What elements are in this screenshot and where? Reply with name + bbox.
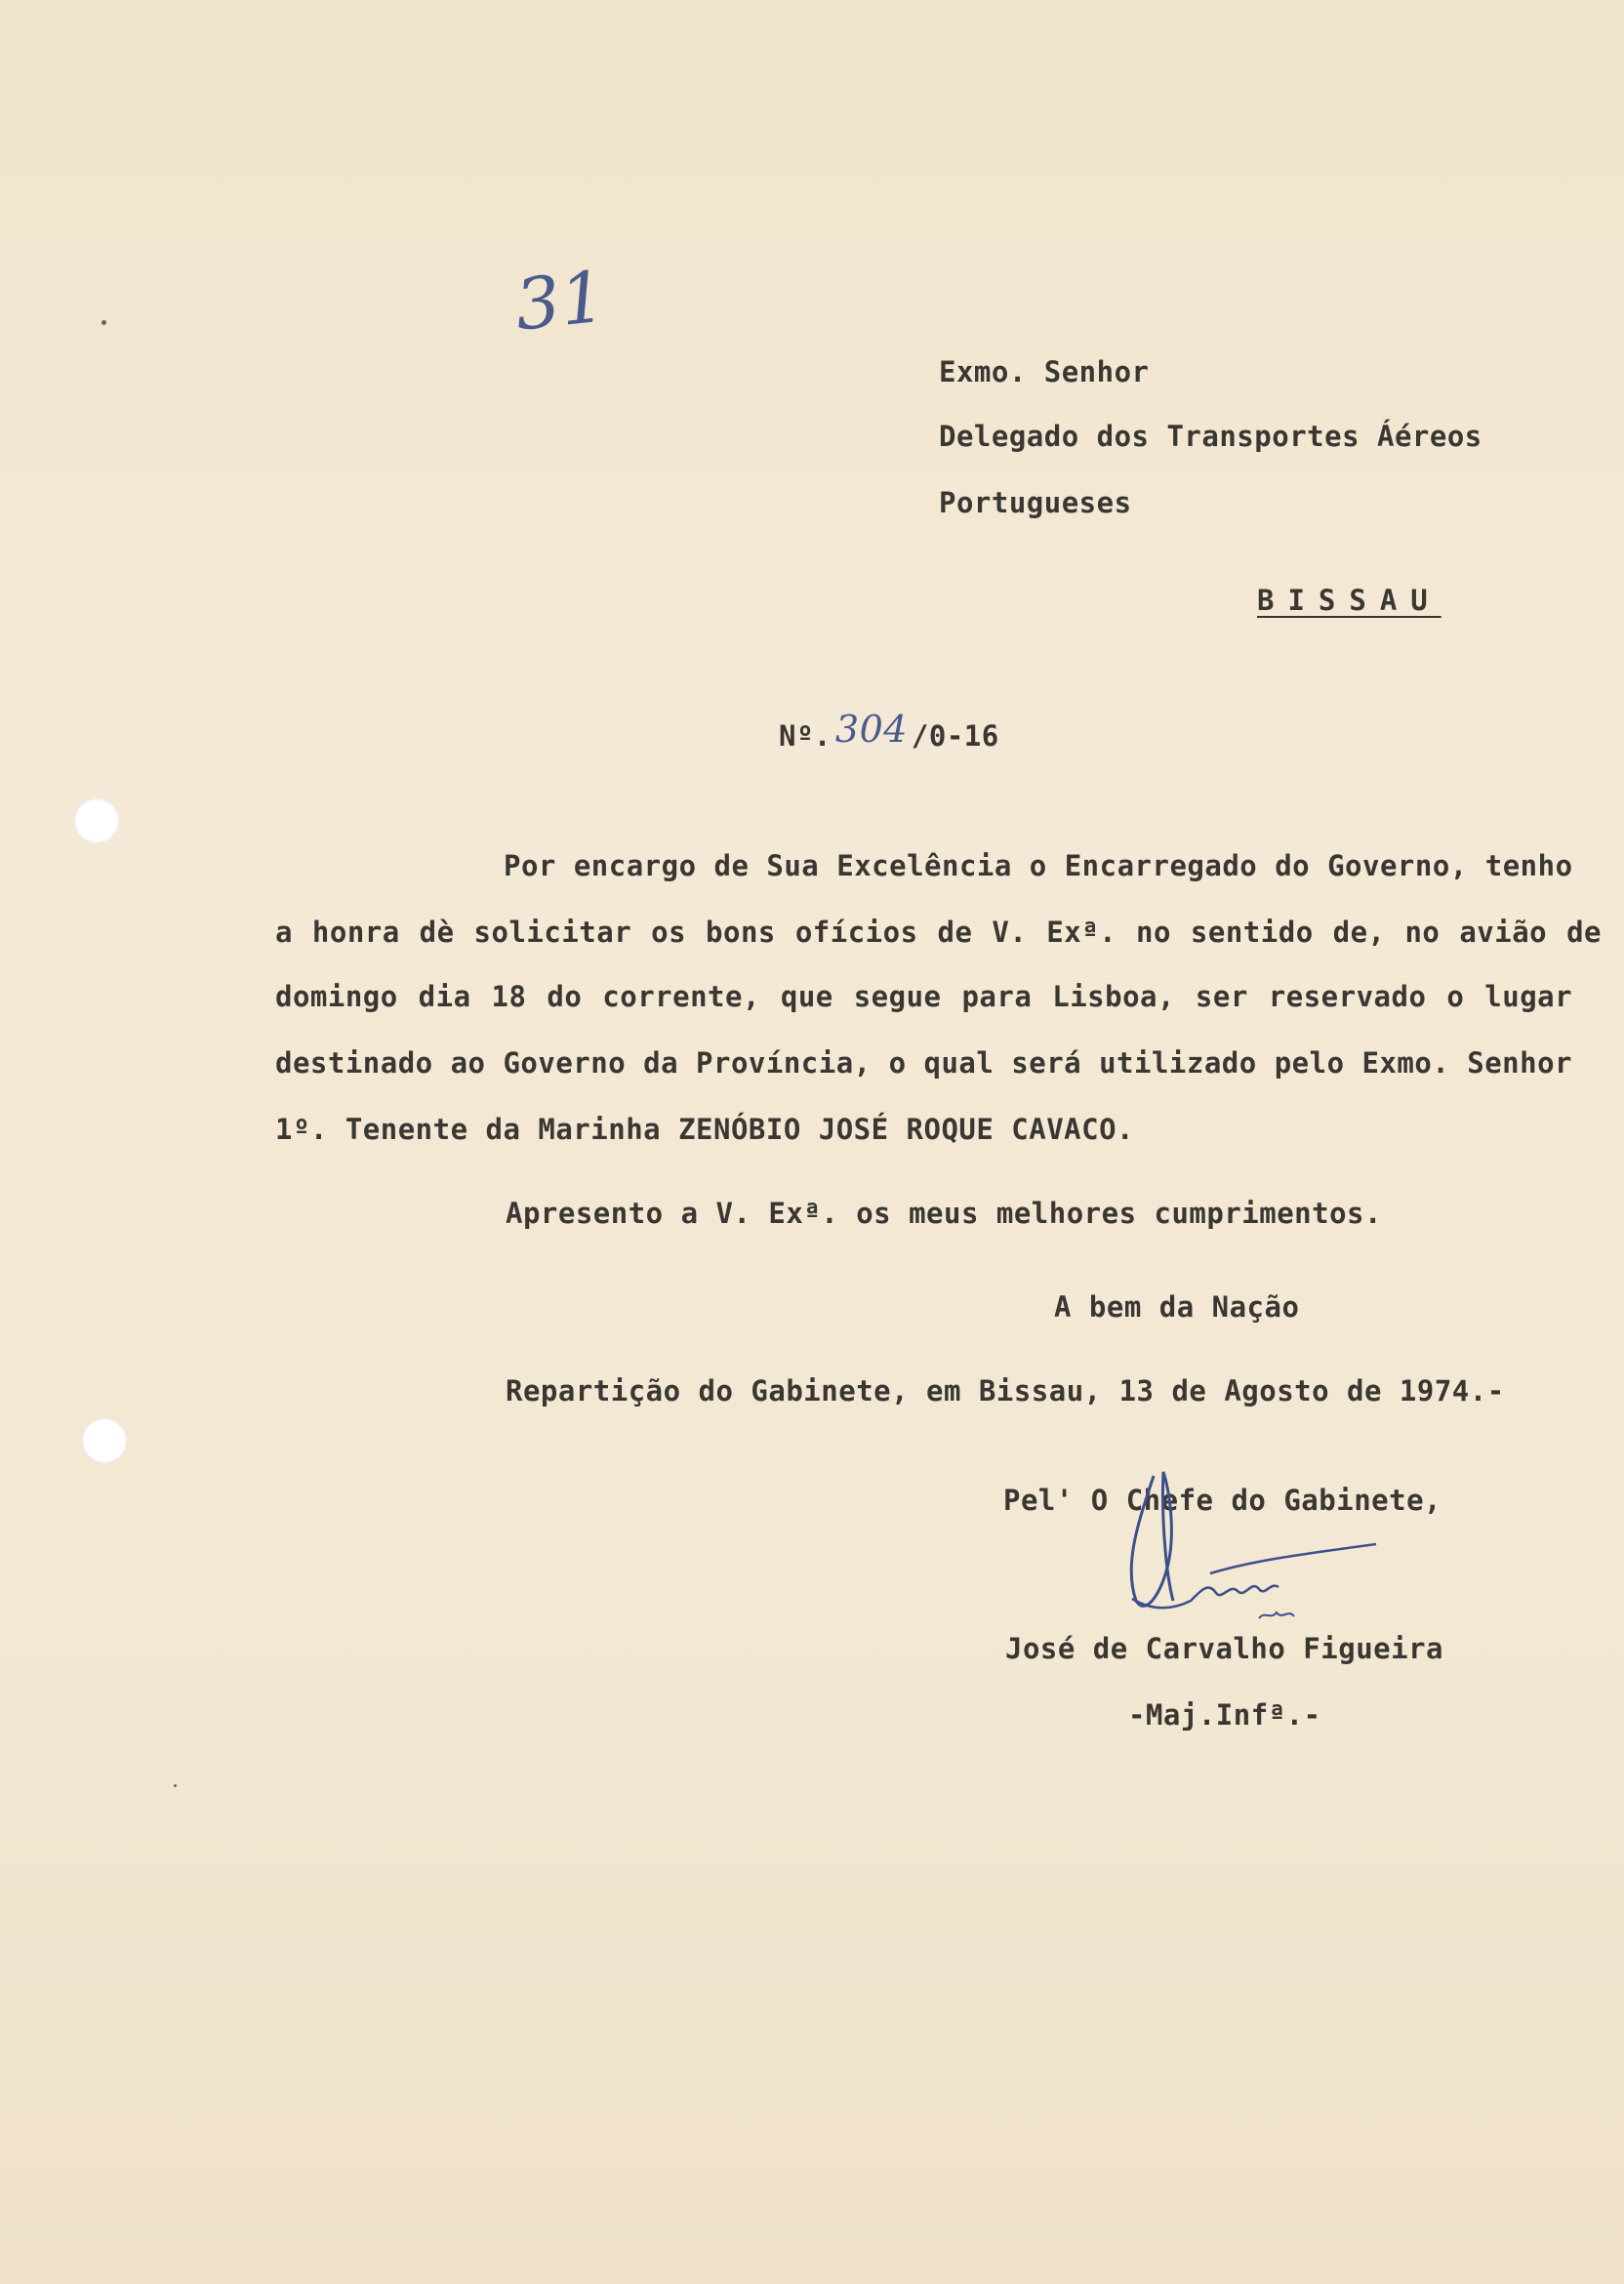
signatory-name: José de Carvalho Figueira (1005, 1632, 1443, 1665)
reference-number (779, 708, 999, 753)
handwritten-signature (1093, 1454, 1386, 1650)
reference-prefix: Nº. (779, 719, 832, 753)
paper-speck (102, 320, 106, 325)
paper-speck (174, 1784, 177, 1787)
closing-line: Apresento a V. Exª. os meus melhores cumprimentos. (506, 1197, 1382, 1230)
recipient-city: BISSAU (1257, 584, 1441, 617)
body-line-2: a honra dè solicitar os bons ofícios de V. Exª. no sentido de, no avião de (275, 916, 1603, 949)
body-line-5: 1º. Tenente da Marinha ZENÓBIO JOSÉ ROQUE CAVACO. (275, 1113, 1135, 1146)
reference-handwritten: 304 (834, 708, 908, 751)
body-line-3: domingo dia 18 do corrente, que segue para Lisboa, ser reservado o lugar (275, 980, 1573, 1013)
punch-hole-bottom (82, 1418, 127, 1463)
archive-number: 31 (510, 255, 610, 347)
recipient-line2: Delegado dos Transportes Áéreos (939, 420, 1482, 453)
reference-suffix: /0-16 (911, 719, 999, 753)
valediction: A bem da Nação (1054, 1290, 1300, 1324)
recipient-line3: Portugueses (939, 486, 1132, 519)
body-line-1: Por encargo de Sua Excelência o Encarregado do Governo, tenho (504, 849, 1573, 882)
punch-hole-top (74, 798, 119, 843)
recipient-salutation: Exmo. Senhor (939, 355, 1150, 388)
body-line-4: destinado ao Governo da Província, o qual será utilizado pelo Exmo. Senhor (275, 1046, 1573, 1080)
on-behalf-line: Pel' O Chefe do Gabinete, (1003, 1484, 1441, 1517)
signatory-rank: -Maj.Infª.- (1128, 1698, 1321, 1732)
place-date: Repartição do Gabinete, em Bissau, 13 de Agosto de 1974.- (506, 1374, 1505, 1407)
